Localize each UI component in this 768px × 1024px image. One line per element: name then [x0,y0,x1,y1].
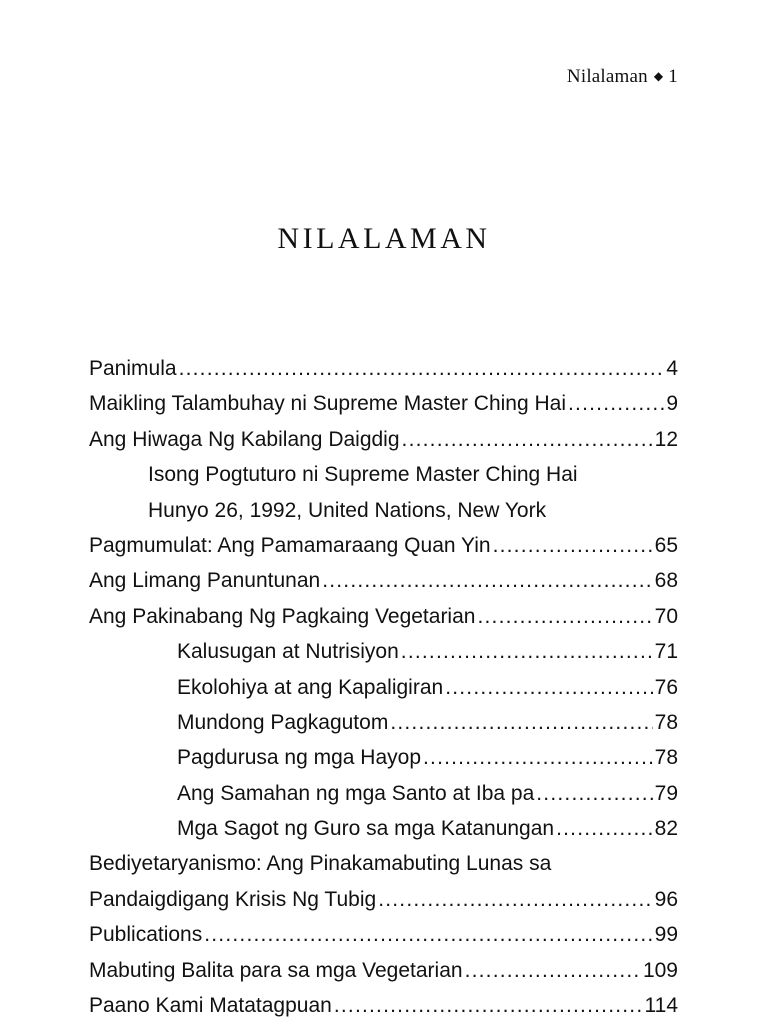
dot-leader [322,563,652,598]
diamond-separator-icon: ◆ [653,69,664,83]
toc-entry[interactable] [89,457,678,492]
toc-entry-page-number: 78 [654,710,678,734]
toc-entry[interactable] [89,634,678,669]
toc-entry-title: Mundong Pagkagutom [177,710,389,734]
toc-entry-title: Pagdurusa ng mga Hayop [177,746,421,770]
dot-leader [445,670,652,705]
toc-entry-page-number: 70 [654,604,678,628]
toc-entry-title: Paano Kami Matatagpuan [89,994,332,1018]
toc-entry[interactable] [89,953,678,988]
dot-leader [477,599,652,634]
toc-entry-page-number: 78 [654,746,678,770]
toc-entry[interactable] [89,493,678,528]
toc-entry-title: Isong Pogtuturo ni Supreme Master Ching Hai [148,463,578,487]
toc-entry-page-number: 99 [654,923,678,947]
toc-entry-page-number: 109 [642,958,678,982]
dot-leader [536,776,652,811]
toc-entry-title: Panimula [89,357,177,380]
dot-leader [334,988,643,1023]
toc-entry-title: Kalusugan at Nutrisiyon [177,640,399,664]
toc-entry-title: Ekolohiya at ang Kapaligiran [177,675,444,699]
toc-entry-title: Ang Hiwaga Ng Kabilang Daigdig [89,427,400,451]
running-header [567,66,678,88]
toc-entry-page-number: 96 [654,887,678,911]
toc-entry[interactable] [89,776,678,811]
toc-entry-title: Ang Samahan ng mga Santo at Iba pa [177,781,535,805]
toc-entry-page-number: 82 [654,817,678,841]
toc-entry[interactable] [89,705,678,740]
toc-entry[interactable] [89,563,678,598]
toc-entry[interactable] [89,528,678,563]
toc-entry-title: Mabuting Balita para sa mga Vegetarian [89,958,463,982]
toc-entry-page-number: 114 [644,994,678,1018]
toc-entry-title: Ang Pakinabang Ng Pagkaing Vegetarian [89,604,476,628]
toc-entry-page-number: 71 [654,640,678,664]
dot-leader [204,917,652,952]
toc-entry-title: Pandaigdigang Krisis Ng Tubig [89,887,377,911]
toc-entry[interactable] [89,422,678,457]
toc-entry-title: Pagmumulat: Ang Pamamaraang Quan Yin [89,533,491,557]
dot-leader [465,953,641,988]
toc-entry-page-number: 12 [654,427,678,451]
toc-entry-title: Maikling Talambuhay ni Supreme Master Ching Hai [89,392,567,416]
toc-entry-page-number: 65 [654,533,678,557]
toc-entry-page-number: 68 [654,569,678,593]
toc-entry-title: Bediyetaryanismo: Ang Pinakamabuting Lunas sa [89,852,552,876]
toc-entry[interactable] [89,811,678,846]
header-section-title: Nilalaman [566,66,648,87]
toc-entry[interactable] [89,351,678,386]
toc-entry[interactable] [89,846,678,881]
toc-entry[interactable] [89,988,678,1023]
dot-leader [378,882,652,917]
toc-entry[interactable] [89,670,678,705]
toc-entry-page-number: 9 [666,392,678,416]
toc-entry[interactable] [89,599,678,634]
toc-entry-page-number: 4 [666,357,678,380]
dot-leader [402,422,653,457]
dot-leader [556,811,653,846]
page-title: NILALAMAN [277,222,491,255]
header-page-number: 1 [668,66,678,87]
table-of-contents [89,351,678,1023]
dot-leader [179,351,665,386]
toc-entry-title: Ang Limang Panuntunan [89,569,321,593]
dot-leader [390,705,652,740]
toc-entry[interactable] [89,740,678,775]
dot-leader [568,386,664,421]
toc-entry-title: Publications [89,923,203,947]
toc-entry[interactable] [89,386,678,421]
dot-leader [401,634,653,669]
toc-entry-page-number: 76 [654,675,678,699]
toc-entry[interactable] [89,882,678,917]
toc-entry-title: Mga Sagot ng Guro sa mga Katanungan [177,817,555,841]
dot-leader [493,528,653,563]
toc-entry[interactable] [89,917,678,952]
toc-entry-title: Hunyo 26, 1992, United Nations, New York [148,498,547,522]
toc-entry-page-number: 79 [654,781,678,805]
dot-leader [423,740,653,775]
